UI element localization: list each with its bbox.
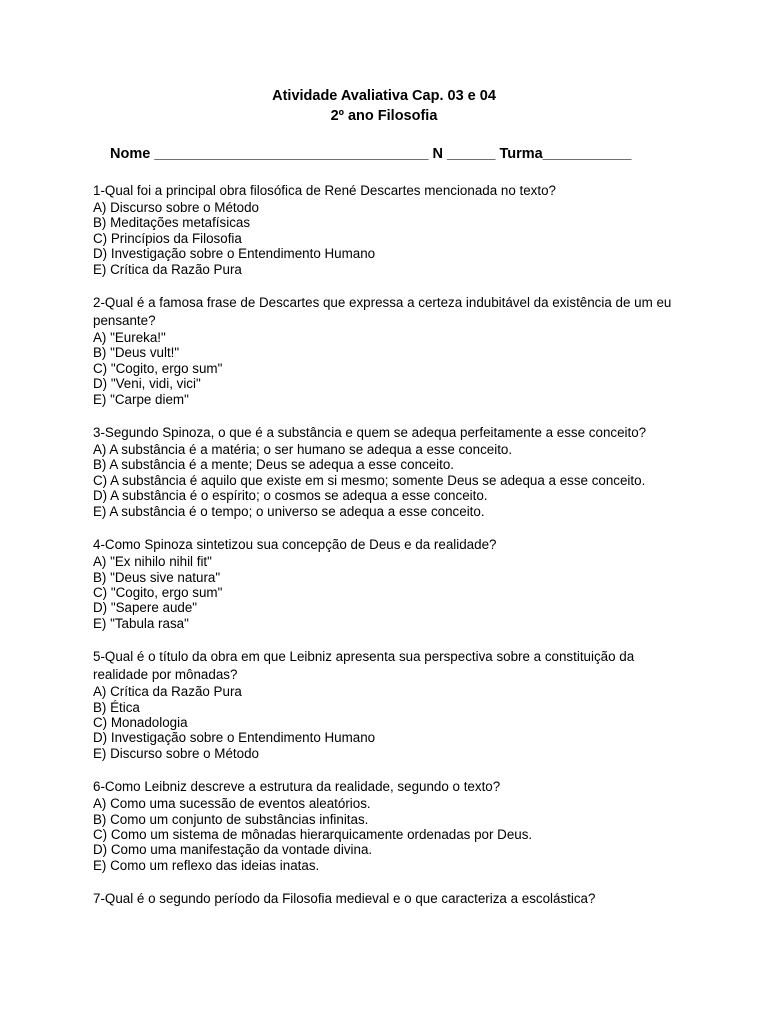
answer-option: B) A substância é a mente; Deus se adequa a esse conceito. [93,457,455,473]
answer-option: C) "Cogito, ergo sum" [93,360,223,376]
answer-option: E) Como um reflexo das ideias inatas. [93,857,320,873]
page-subtitle: 2º ano Filosofia [330,108,438,124]
answer-option: D) Investigação sobre o Entendimento Humano [93,246,376,262]
question-7 [93,890,678,908]
question-text: 6-Como Leibniz descreve a estrutura da realidade, segundo o texto? [93,779,501,795]
question-text: 2-Qual é a famosa frase de Descartes que expressa a certeza indubitável da existência de um eu pensante? [93,295,672,329]
question-2 [93,294,678,407]
question-list [93,182,678,925]
answer-option: B) "Deus vult!" [93,345,180,361]
answer-option: B) "Deus sive natura" [93,569,221,585]
answer-option: A) "Ex nihilo nihil fit" [93,554,212,570]
answer-option: A) Crítica da Razão Pura [93,684,242,700]
question-text: 7-Qual é o segundo período da Filosofia medieval e o que caracteriza a escolástica? [93,891,596,907]
answer-option: B) Ética [93,699,140,715]
answer-option: A) Discurso sobre o Método [93,200,259,215]
answer-option: E) A substância é o tempo; o universo se adequa a esse conceito. [93,503,485,519]
answer-option: C) "Cogito, ergo sum" [93,584,223,600]
question-5 [93,648,678,761]
question-text: 4-Como Spinoza sintetizou sua concepção de Deus e da realidade? [93,537,497,553]
question-text: 5-Qual é o título da obra em que Leibniz apresenta sua perspectiva sobre a constituição da realidade por mônadas? [93,649,635,683]
question-3 [93,424,678,519]
answer-option: E) "Carpe diem" [93,391,189,407]
student-info-line: Nome __________________________________ N ______ Turma___________ [110,146,632,162]
answer-option: B) Como um conjunto de substâncias infinitas. [93,811,369,827]
answer-option: C) Como um sistema de mônadas hierarquicamente ordenadas por Deus. [93,826,533,842]
answer-option: B) Meditações metafísicas [93,215,251,231]
answer-option: D) Investigação sobre o Entendimento Humano [93,730,376,746]
page-title: Atividade Avaliativa Cap. 03 e 04 [272,88,496,104]
answer-option: D) "Veni, vidi, vici" [93,376,201,392]
answer-option: E) "Tabula rasa" [93,615,189,631]
answer-option: E) Discurso sobre o Método [93,745,259,761]
question-6 [93,778,678,873]
answer-option: E) Crítica da Razão Pura [93,261,242,277]
question-text: 3-Segundo Spinoza, o que é a substância e quem se adequa perfeitamente a esse conceito? [93,425,647,441]
answer-option: D) Como uma manifestação da vontade divina. [93,842,373,858]
answer-option: C) A substância é aquilo que existe em si mesmo; somente Deus se adequa a esse conceito. [93,472,646,488]
answer-option: D) A substância é o espírito; o cosmos se adequa a esse conceito. [93,488,488,504]
answer-option: C) Princípios da Filosofia [93,230,242,246]
answer-option: D) "Sapere aude" [93,600,198,616]
question-1 [93,182,678,277]
question-text: 1-Qual foi a principal obra filosófica de René Descartes mencionada no texto? [93,183,556,198]
answer-option: A) Como uma sucessão de eventos aleatórios. [93,796,371,812]
answer-option: A) "Eureka!" [93,330,166,346]
question-4 [93,536,678,631]
answer-option: C) Monadologia [93,714,188,730]
answer-option: A) A substância é a matéria; o ser humano se adequa a esse conceito. [93,442,513,458]
